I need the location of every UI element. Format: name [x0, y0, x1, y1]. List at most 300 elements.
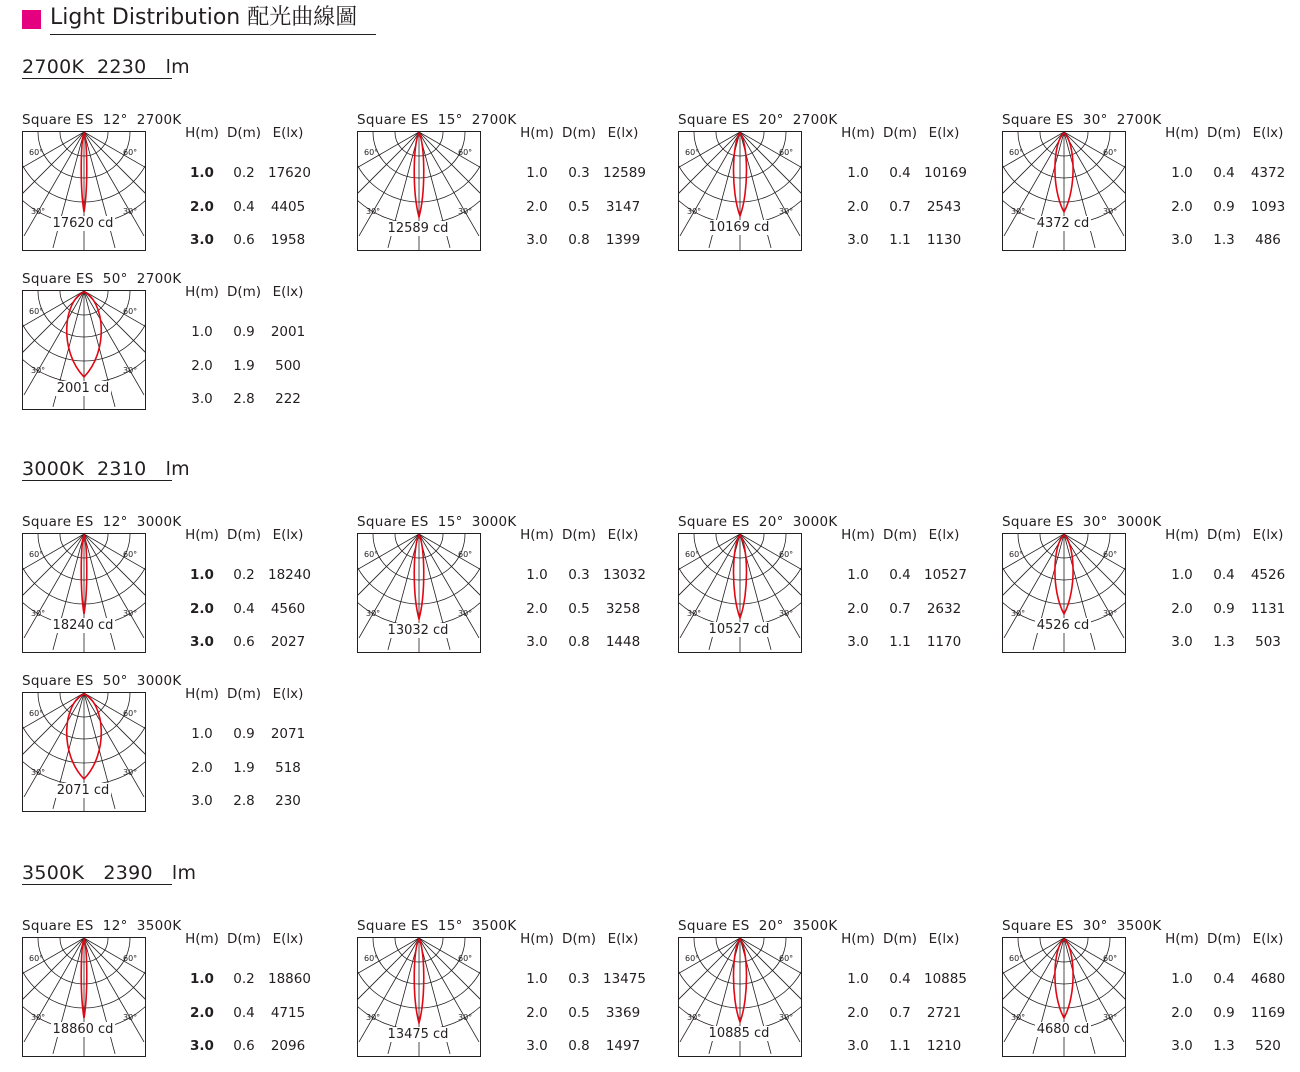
deg-label-30-left: 30° — [31, 609, 46, 618]
deg-label-60-left: 60° — [364, 550, 379, 559]
table-cell: 1.0 — [1171, 567, 1193, 583]
table-cell: 0.3 — [568, 971, 590, 987]
table-cell: 0.4 — [889, 567, 911, 583]
table-cell: 10169 — [924, 165, 967, 181]
distribution-card — [22, 270, 322, 425]
table-header: H(m) — [1165, 931, 1199, 947]
table-cell: 1.0 — [847, 165, 869, 181]
table-cell: 1.0 — [190, 971, 214, 987]
deg-label-30-left: 30° — [687, 609, 702, 618]
table-cell: 3.0 — [191, 793, 213, 809]
deg-label-60-left: 60° — [685, 550, 700, 559]
polar-radial — [84, 938, 145, 1023]
table-cell: 1448 — [605, 634, 641, 650]
table-cell: 4372 — [1250, 165, 1286, 181]
section-title: 3500K 2390 lm — [22, 862, 197, 884]
polar-diagram — [22, 131, 146, 251]
page-title: Light Distribution 配光曲線圖 — [50, 5, 358, 30]
distribution-card — [357, 513, 657, 668]
distribution-card — [1002, 917, 1300, 1072]
polar-radial — [679, 132, 740, 217]
deg-label-60-right: 60° — [779, 550, 794, 559]
card-title: Square ES 30° 2700K — [1002, 112, 1162, 128]
card-title: Square ES 12° 2700K — [22, 112, 182, 128]
table-header: D(m) — [1206, 125, 1242, 141]
table-cell: 0.5 — [568, 1005, 590, 1021]
table-cell: 3.0 — [1171, 1038, 1193, 1054]
polar-radial — [84, 132, 145, 217]
deg-label-60-right: 60° — [123, 550, 138, 559]
table-cell: 3.0 — [847, 1038, 869, 1054]
table-cell: 0.4 — [889, 971, 911, 987]
table-cell: 518 — [275, 760, 301, 776]
table-cell: 1093 — [1250, 199, 1286, 215]
table-header: H(m) — [520, 931, 554, 947]
table-cell: 1.3 — [1213, 232, 1235, 248]
table-cell: 0.2 — [233, 971, 255, 987]
table-cell: 2.0 — [190, 601, 214, 617]
deg-label-30-right: 30° — [123, 768, 138, 777]
card-title: Square ES 20° 3000K — [678, 514, 838, 530]
polar-diagram-svg — [1003, 938, 1125, 1056]
table-cell: 2.0 — [1171, 199, 1193, 215]
deg-label-60-left: 60° — [29, 307, 44, 316]
table-cell: 2.0 — [191, 760, 213, 776]
table-header: E(lx) — [607, 527, 639, 543]
table-cell: 0.3 — [568, 165, 590, 181]
table-header: D(m) — [561, 931, 597, 947]
polar-radial — [740, 938, 801, 1023]
table-cell: 2096 — [270, 1038, 306, 1054]
table-cell: 4526 — [1250, 567, 1286, 583]
table-header: D(m) — [882, 527, 918, 543]
candela-label — [1002, 618, 1124, 633]
table-cell: 3.0 — [190, 1038, 214, 1054]
polar-diagram-svg — [23, 938, 145, 1056]
table-cell: 1.0 — [847, 567, 869, 583]
table-header: D(m) — [1206, 527, 1242, 543]
table-cell: 2.0 — [526, 1005, 548, 1021]
candela-label — [1002, 1022, 1124, 1037]
deg-label-60-right: 60° — [123, 954, 138, 963]
table-header: E(lx) — [272, 931, 304, 947]
deg-label-60-left: 60° — [29, 148, 44, 157]
table-header: H(m) — [185, 284, 219, 300]
table-cell: 3.0 — [191, 391, 213, 407]
polar-diagram — [22, 937, 146, 1057]
table-cell: 3.0 — [190, 232, 214, 248]
table-cell: 2.0 — [1171, 1005, 1193, 1021]
table-cell: 12589 — [603, 165, 646, 181]
deg-label-60-left: 60° — [1009, 954, 1024, 963]
table-cell: 1170 — [926, 634, 962, 650]
card-title: Square ES 20° 3500K — [678, 918, 838, 934]
table-header: D(m) — [226, 527, 262, 543]
table-cell: 1.9 — [233, 358, 255, 374]
distribution-card — [22, 672, 322, 827]
table-cell: 0.7 — [889, 1005, 911, 1021]
polar-radial — [679, 534, 740, 619]
table-header: E(lx) — [272, 284, 304, 300]
table-cell: 0.7 — [889, 199, 911, 215]
table-header: E(lx) — [272, 686, 304, 702]
table-cell: 1.0 — [526, 165, 548, 181]
candela-label — [22, 618, 144, 633]
table-cell: 2.0 — [526, 199, 548, 215]
card-title: Square ES 50° 3000K — [22, 673, 182, 689]
table-header: E(lx) — [928, 527, 960, 543]
table-cell: 1497 — [605, 1038, 641, 1054]
candela-label — [22, 1022, 144, 1037]
polar-diagram — [1002, 937, 1126, 1057]
table-header: H(m) — [841, 125, 875, 141]
card-title: Square ES 12° 3000K — [22, 514, 182, 530]
deg-label-30-right: 30° — [1103, 1013, 1118, 1022]
table-cell: 4680 — [1250, 971, 1286, 987]
polar-radial — [23, 938, 84, 1023]
table-cell: 0.4 — [889, 165, 911, 181]
table-header: D(m) — [882, 125, 918, 141]
table-cell: 222 — [275, 391, 301, 407]
table-cell: 500 — [275, 358, 301, 374]
deg-label-30-left: 30° — [31, 207, 46, 216]
table-cell: 0.8 — [568, 634, 590, 650]
deg-label-60-right: 60° — [123, 148, 138, 157]
table-header: D(m) — [561, 527, 597, 543]
candela-label — [678, 622, 800, 637]
table-header: D(m) — [226, 686, 262, 702]
table-cell: 2071 — [270, 726, 306, 742]
table-cell: 1.0 — [1171, 165, 1193, 181]
table-cell: 0.6 — [233, 634, 255, 650]
candela-value: 10527 cd — [708, 622, 770, 637]
table-cell: 3.0 — [526, 232, 548, 248]
candela-value: 13475 cd — [387, 1027, 449, 1042]
table-cell: 1.9 — [233, 760, 255, 776]
candela-label — [357, 623, 479, 638]
polar-grid — [1003, 132, 1125, 250]
candela-value: 10885 cd — [708, 1026, 770, 1041]
candela-value: 4372 cd — [1036, 216, 1090, 231]
table-cell: 1.1 — [889, 634, 911, 650]
table-header: D(m) — [561, 125, 597, 141]
card-title: Square ES 15° 3500K — [357, 918, 517, 934]
table-header: E(lx) — [1252, 931, 1284, 947]
table-cell: 2.0 — [847, 199, 869, 215]
table-header: E(lx) — [272, 125, 304, 141]
polar-grid — [23, 938, 145, 1056]
table-cell: 1.0 — [526, 567, 548, 583]
table-cell: 2027 — [270, 634, 306, 650]
table-cell: 0.8 — [568, 1038, 590, 1054]
table-cell: 0.6 — [233, 232, 255, 248]
table-cell: 4560 — [270, 601, 306, 617]
table-cell: 0.9 — [1213, 601, 1235, 617]
deg-label-60-left: 60° — [685, 954, 700, 963]
table-cell: 1.0 — [526, 971, 548, 987]
table-cell: 1130 — [926, 232, 962, 248]
deg-label-60-left: 60° — [364, 148, 379, 157]
deg-label-60-left: 60° — [29, 550, 44, 559]
deg-label-30-left: 30° — [31, 768, 46, 777]
candela-label — [357, 221, 479, 236]
table-cell: 0.5 — [568, 199, 590, 215]
polar-radial — [679, 938, 740, 1023]
table-cell: 0.4 — [1213, 971, 1235, 987]
table-cell: 1169 — [1250, 1005, 1286, 1021]
table-cell: 0.4 — [233, 601, 255, 617]
deg-label-60-left: 60° — [1009, 550, 1024, 559]
table-cell: 0.6 — [233, 1038, 255, 1054]
candela-value: 10169 cd — [708, 220, 770, 235]
deg-label-30-left: 30° — [1011, 609, 1026, 618]
deg-label-60-right: 60° — [458, 550, 473, 559]
table-cell: 3.0 — [847, 232, 869, 248]
section-title: 3000K 2310 lm — [22, 458, 190, 480]
candela-value: 4680 cd — [1036, 1022, 1090, 1037]
table-cell: 3.0 — [526, 1038, 548, 1054]
deg-label-30-left: 30° — [687, 207, 702, 216]
polar-diagram-svg — [23, 534, 145, 652]
deg-label-30-right: 30° — [779, 207, 794, 216]
table-cell: 1131 — [1250, 601, 1286, 617]
distribution-card — [1002, 111, 1300, 266]
polar-radial — [419, 132, 480, 217]
distribution-card — [357, 111, 657, 266]
distribution-card — [22, 111, 322, 266]
polar-radial — [358, 132, 419, 217]
table-cell: 2.0 — [190, 1005, 214, 1021]
table-cell: 18860 — [268, 971, 311, 987]
candela-label — [357, 1027, 479, 1042]
table-header: H(m) — [520, 125, 554, 141]
header-marker-icon — [22, 10, 41, 29]
table-header: H(m) — [841, 527, 875, 543]
deg-label-30-left: 30° — [1011, 207, 1026, 216]
card-title: Square ES 50° 2700K — [22, 271, 182, 287]
table-cell: 3147 — [605, 199, 641, 215]
polar-grid — [1003, 938, 1125, 1056]
table-cell: 2.8 — [233, 391, 255, 407]
deg-label-30-left: 30° — [1011, 1013, 1026, 1022]
table-header: E(lx) — [1252, 527, 1284, 543]
table-cell: 0.4 — [233, 1005, 255, 1021]
deg-label-60-right: 60° — [458, 954, 473, 963]
polar-grid — [23, 132, 145, 250]
table-cell: 520 — [1255, 1038, 1281, 1054]
table-cell: 0.7 — [889, 601, 911, 617]
deg-label-30-right: 30° — [1103, 609, 1118, 618]
deg-label-30-left: 30° — [687, 1013, 702, 1022]
table-header: H(m) — [841, 931, 875, 947]
polar-radial — [740, 534, 801, 619]
deg-label-30-right: 30° — [458, 1013, 473, 1022]
table-header: H(m) — [185, 686, 219, 702]
candela-label — [22, 381, 144, 396]
table-cell: 4715 — [270, 1005, 306, 1021]
deg-label-60-right: 60° — [123, 709, 138, 718]
table-cell: 1.3 — [1213, 634, 1235, 650]
table-cell: 3258 — [605, 601, 641, 617]
table-header: H(m) — [1165, 125, 1199, 141]
table-header: E(lx) — [272, 527, 304, 543]
candela-label — [678, 220, 800, 235]
deg-label-60-right: 60° — [1103, 148, 1118, 157]
deg-label-30-right: 30° — [123, 1013, 138, 1022]
table-cell: 3.0 — [847, 634, 869, 650]
card-title: Square ES 12° 3500K — [22, 918, 182, 934]
polar-diagram-svg — [1003, 132, 1125, 250]
polar-radial — [419, 938, 480, 1023]
deg-label-60-right: 60° — [779, 148, 794, 157]
table-cell: 4405 — [270, 199, 306, 215]
table-cell: 0.2 — [233, 165, 255, 181]
distribution-card — [22, 513, 322, 668]
table-cell: 1958 — [270, 232, 306, 248]
deg-label-30-left: 30° — [366, 609, 381, 618]
table-header: H(m) — [1165, 527, 1199, 543]
table-cell: 2.0 — [847, 601, 869, 617]
polar-radial — [84, 534, 145, 619]
deg-label-30-right: 30° — [123, 207, 138, 216]
deg-label-60-left: 60° — [685, 148, 700, 157]
table-cell: 2632 — [926, 601, 962, 617]
table-cell: 503 — [1255, 634, 1281, 650]
deg-label-60-left: 60° — [29, 954, 44, 963]
table-cell: 1.0 — [1171, 971, 1193, 987]
polar-radial — [23, 132, 84, 217]
table-cell: 1.0 — [190, 567, 214, 583]
table-cell: 2.0 — [526, 601, 548, 617]
table-header: H(m) — [185, 527, 219, 543]
table-cell: 1210 — [926, 1038, 962, 1054]
table-header: E(lx) — [1252, 125, 1284, 141]
candela-value: 18240 cd — [52, 618, 114, 633]
deg-label-60-left: 60° — [29, 709, 44, 718]
table-header: H(m) — [520, 527, 554, 543]
candela-label — [678, 1026, 800, 1041]
table-cell: 1.0 — [191, 324, 213, 340]
table-cell: 2.0 — [847, 1005, 869, 1021]
table-cell: 0.4 — [233, 199, 255, 215]
table-cell: 0.8 — [568, 232, 590, 248]
distribution-card — [1002, 513, 1300, 668]
table-cell: 2543 — [926, 199, 962, 215]
table-cell: 13032 — [603, 567, 646, 583]
deg-label-60-right: 60° — [458, 148, 473, 157]
table-cell: 3.0 — [1171, 232, 1193, 248]
distribution-card — [678, 917, 978, 1072]
candela-value: 2001 cd — [56, 381, 110, 396]
table-header: D(m) — [1206, 931, 1242, 947]
table-cell: 1.0 — [847, 971, 869, 987]
table-header: D(m) — [226, 931, 262, 947]
distribution-card — [678, 513, 978, 668]
polar-radial — [23, 534, 84, 619]
table-cell: 1.1 — [889, 1038, 911, 1054]
card-title: Square ES 30° 3500K — [1002, 918, 1162, 934]
deg-label-30-right: 30° — [779, 609, 794, 618]
polar-grid — [1003, 534, 1125, 652]
candela-label — [1002, 216, 1124, 231]
table-cell: 1.0 — [191, 726, 213, 742]
deg-label-60-left: 60° — [1009, 148, 1024, 157]
deg-label-60-right: 60° — [1103, 550, 1118, 559]
polar-diagram — [1002, 131, 1126, 251]
candela-value: 13032 cd — [387, 623, 449, 638]
table-header: D(m) — [226, 284, 262, 300]
candela-value: 17620 cd — [52, 216, 114, 231]
polar-diagram-svg — [23, 132, 145, 250]
distribution-card — [357, 917, 657, 1072]
table-cell: 230 — [275, 793, 301, 809]
candela-value: 2071 cd — [56, 783, 110, 798]
table-cell: 3.0 — [1171, 634, 1193, 650]
card-title: Square ES 15° 3000K — [357, 514, 517, 530]
table-cell: 0.5 — [568, 601, 590, 617]
distribution-card — [678, 111, 978, 266]
polar-grid — [23, 534, 145, 652]
table-header: H(m) — [185, 125, 219, 141]
card-title: Square ES 20° 2700K — [678, 112, 838, 128]
deg-label-30-left: 30° — [31, 1013, 46, 1022]
table-header: D(m) — [882, 931, 918, 947]
table-cell: 486 — [1255, 232, 1281, 248]
candela-value: 4526 cd — [1036, 618, 1090, 633]
deg-label-30-right: 30° — [458, 207, 473, 216]
table-header: E(lx) — [928, 125, 960, 141]
table-header: E(lx) — [607, 125, 639, 141]
table-cell: 1.0 — [190, 165, 214, 181]
table-cell: 2.8 — [233, 793, 255, 809]
table-cell: 1.3 — [1213, 1038, 1235, 1054]
table-cell: 3369 — [605, 1005, 641, 1021]
table-cell: 0.3 — [568, 567, 590, 583]
table-cell: 0.2 — [233, 567, 255, 583]
table-cell: 0.4 — [1213, 567, 1235, 583]
table-cell: 17620 — [268, 165, 311, 181]
table-cell: 0.9 — [233, 726, 255, 742]
section-underline — [22, 884, 172, 885]
deg-label-30-left: 30° — [366, 1013, 381, 1022]
table-cell: 0.4 — [1213, 165, 1235, 181]
table-cell: 2001 — [270, 324, 306, 340]
table-header: D(m) — [226, 125, 262, 141]
card-title: Square ES 30° 3000K — [1002, 514, 1162, 530]
polar-radial — [419, 534, 480, 619]
polar-radial — [358, 534, 419, 619]
deg-label-60-left: 60° — [364, 954, 379, 963]
polar-diagram-svg — [1003, 534, 1125, 652]
polar-diagram — [22, 533, 146, 653]
deg-label-60-right: 60° — [779, 954, 794, 963]
section-underline — [22, 480, 172, 481]
polar-radial — [358, 938, 419, 1023]
header-underline — [50, 34, 376, 35]
deg-label-30-right: 30° — [123, 609, 138, 618]
polar-radial — [740, 132, 801, 217]
deg-label-30-left: 30° — [31, 366, 46, 375]
deg-label-60-right: 60° — [123, 307, 138, 316]
table-cell: 2.0 — [191, 358, 213, 374]
table-cell: 10527 — [924, 567, 967, 583]
deg-label-30-left: 30° — [366, 207, 381, 216]
deg-label-30-right: 30° — [1103, 207, 1118, 216]
table-cell: 2721 — [926, 1005, 962, 1021]
table-cell: 1399 — [605, 232, 641, 248]
table-cell: 18240 — [268, 567, 311, 583]
candela-value: 18860 cd — [52, 1022, 114, 1037]
